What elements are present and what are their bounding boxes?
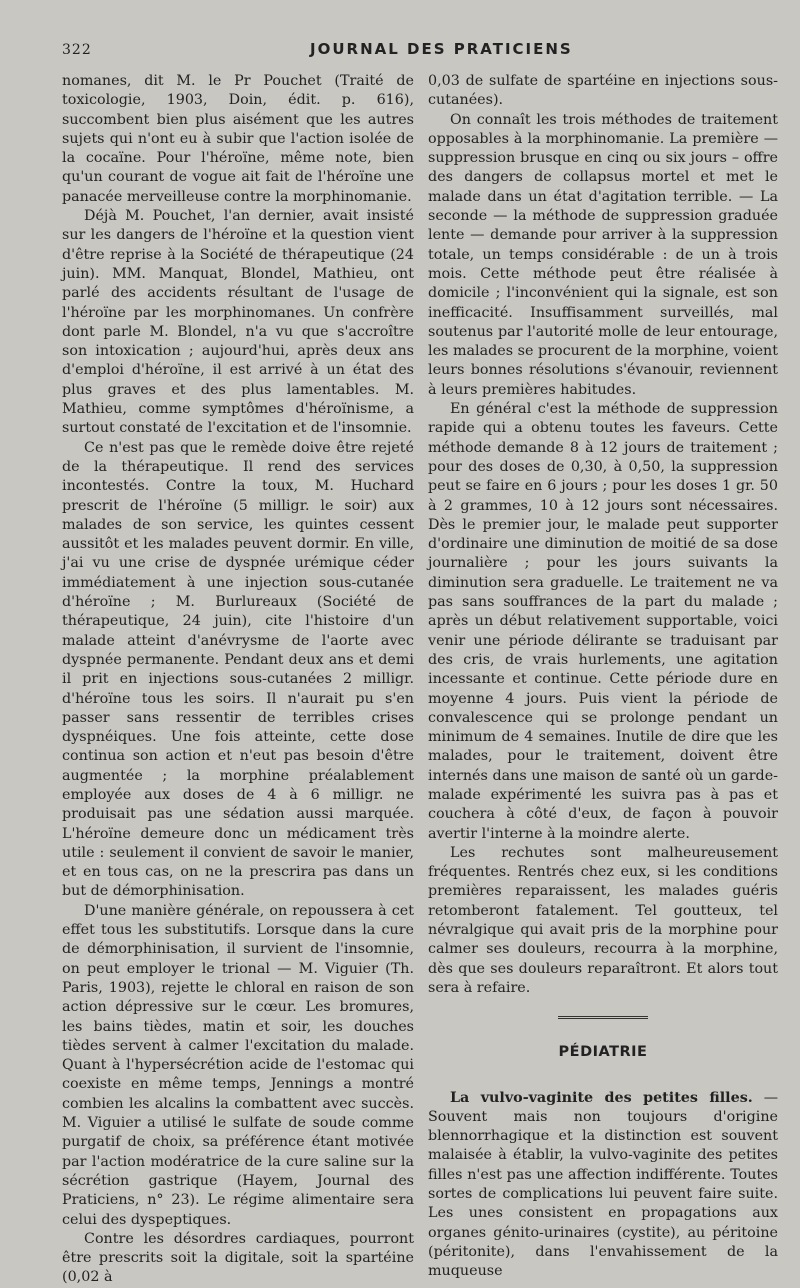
paragraph: On connaît les trois méthodes de traitement opposables à la morphinomanie. La première — suppression brusque en cinq ou six jours – offre des dangers de collapsus mortel et met le malade dans un état d'agitation terrible. — La seconde — la méthode de suppression graduée lente — demande pour arriver à la suppression totale, un temps considérable : de un à trois mois. Cette méthode peut être réalisée à domicile ; l'inconvénient qui la signale, est son inefficacité. Insuffisamment surveillés, mal soutenus par l'autorité molle de leur entourage, les malades se procurent de la morphine, voient leurs bonnes résolutions s'évanouir, reviennent à leurs premières habitudes. — [428, 111, 778, 398]
left-column — [62, 72, 414, 1288]
right-column — [428, 72, 778, 1282]
running-title: JOURNAL DES PRATICIENS — [310, 40, 573, 58]
paragraph: 0,03 de sulfate de spartéine en injections sous-cutanées). — [428, 73, 778, 109]
paragraph: Déjà M. Pouchet, l'an dernier, avait insisté sur les dangers de l'héroïne et la question vient d'être reprise à la Société de thérapeutique (24 juin). MM. Manquat, Blondel, Mathieu, ont parlé des accidents résultant de l'usage de l'héroïne par les morphinomanes. Un confrère dont parle M. Blondel, n'a vu que s'accroître son intoxication ; aujourd'hui, après deux ans d'emploi d'héroïne, il est arrivé à un état des plus graves et des plus lamentables. M. Mathieu, comme symptômes d'héroïnisme, a surtout constaté de l'excitation et de l'insomnie. — [62, 208, 414, 437]
page-header — [0, 40, 800, 64]
paragraph: Ce n'est pas que le remède doive être rejeté de la thérapeutique. Il rend des services incontestés. Contre la toux, M. Huchard prescrit de l'héroïne (5 milligr. le soir) aux malades de son service, les quintes cessent aussitôt et les malades peuvent dormir. En ville, j'ai vu une crise de dyspnée urémique céder immédiatement à une injection sous-cutanée d'héroïne ; M. Burlureaux (Société de thérapeutique, 24 juin), cite l'histoire d'un malade atteint d'anévrysme de l'aorte avec dyspnée permanente. Pendant deux ans et demi il prit en injections sous-cutanées 2 milligr. d'héroïne tous les soirs. Il n'aurait pu s'en passer sans ressentir de terribles crises dyspnéiques. Une fois atteinte, cette dose continua son action et n'eut pas besoin d'être augmentée ; la morphine préalablement employée aux doses de 4 à 6 milligr. ne produisait pas une sédation aussi marquée. L'héroïne demeure donc un médicament très utile : seulement il convient de savoir le manier, et en tous cas, on ne la prescrira pas dans un but de démorphinisation. — [62, 439, 414, 900]
section-paragraph — [428, 1089, 778, 1282]
paragraph: nomanes, dit M. le Pr Pouchet (Traité de toxicologie, 1903, Doin, édit. p. 616), succombent bien plus aisément que les autres sujets qui n'ont eu à subir que l'action isolée de la cocaïne. Pour l'héroïne, même note, bien qu'un courant de vogue ait fait de l'héroïne une panacée merveilleuse contre la morphinomanie. — [62, 73, 414, 205]
section-lead: La vulvo-vaginite des petites filles. — [450, 1089, 753, 1106]
page-number: 322 — [62, 42, 92, 58]
section-divider — [558, 1016, 648, 1019]
paragraph: D'une manière générale, on repoussera à cet effet tous les substitutifs. Lorsque dans la cure de démorphinisation, il survient de l'insomnie, on peut employer le trional — M. Viguier (Th. Paris, 1903), rejette le chloral en raison de son action dépressive sur le cœur. Les bromures, les bains tièdes, matin et soir, les douches tièdes servent à calmer l'excitation du malade. Quant à l'hypersécrétion acide de l'estomac qui coexiste en même temps, Jennings a montré combien les alcalins la combattent avec succès. M. Viguier a utilisé le sulfate de soude comme purgatif de choix, sa préférence étant motivée par l'action modératrice de la cure saline sur la sécrétion gastrique (Hayem, Journal des Praticiens, n° 23). Le régime alimentaire sera celui des dyspeptiques. — [62, 902, 414, 1228]
section-title: PÉDIATRIE — [558, 1044, 648, 1061]
paragraph: Contre les désordres cardiaques, pourront être prescrits soit la digitale, soit la spartéine (0,02 à — [62, 1230, 414, 1286]
section-body: — Souvent mais non toujours d'origine blennorrhagique et la distinction est souvent malaisée à établir, la vulvo-vaginite des petites filles n'est pas une affection indifférente. Toutes sortes de complications lui peuvent faire suite. Les unes consistent en propagations aux organes génito-urinaires (cystite), au péritoine (péritonite), dans l'envahissement de la muqueuse — [428, 1089, 778, 1280]
paragraph: Les rechutes sont malheureusement fréquentes. Rentrés chez eux, si les conditions premières reparaissent, les malades guéris retomberont fatalement. Tel goutteux, tel névralgique qui avait pris de la morphine pour calmer ses douleurs, recourra à la morphine, dès que ses douleurs reparaîtront. Et alors tout sera à refaire. — [428, 844, 778, 996]
paragraph: En général c'est la méthode de suppression rapide qui a obtenu toutes les faveurs. Cette méthode demande 8 à 12 jours de traitement ; pour des doses de 0,30, à 0,50, la suppression peut se faire en 6 jours ; pour les doses 1 gr. 50 à 2 grammes, 10 à 12 jours sont nécessaires. Dès le premier jour, le malade peut supporter d'ordinaire une diminution de moitié de sa dose journalière ; pour les jours suivants la diminution sera graduelle. Le traitement ne va pas sans souffrances de la part du malade ; après un début relativement supportable, voici venir une période délirante se traduisant par des cris, de vrais hurlements, une agitation incessante et continue. Cette période dure en moyenne 4 jours. Puis vient la période de convalescence qui se prolonge pendant un minimum de 4 semaines. Inutile de dire que les malades, pour le traitement, doivent être internés dans une maison de santé où un garde-malade expérimenté les suivra pas à pas et couchera à côté d'eux, de façon à pouvoir avertir l'interne à la moindre alerte. — [428, 401, 778, 842]
